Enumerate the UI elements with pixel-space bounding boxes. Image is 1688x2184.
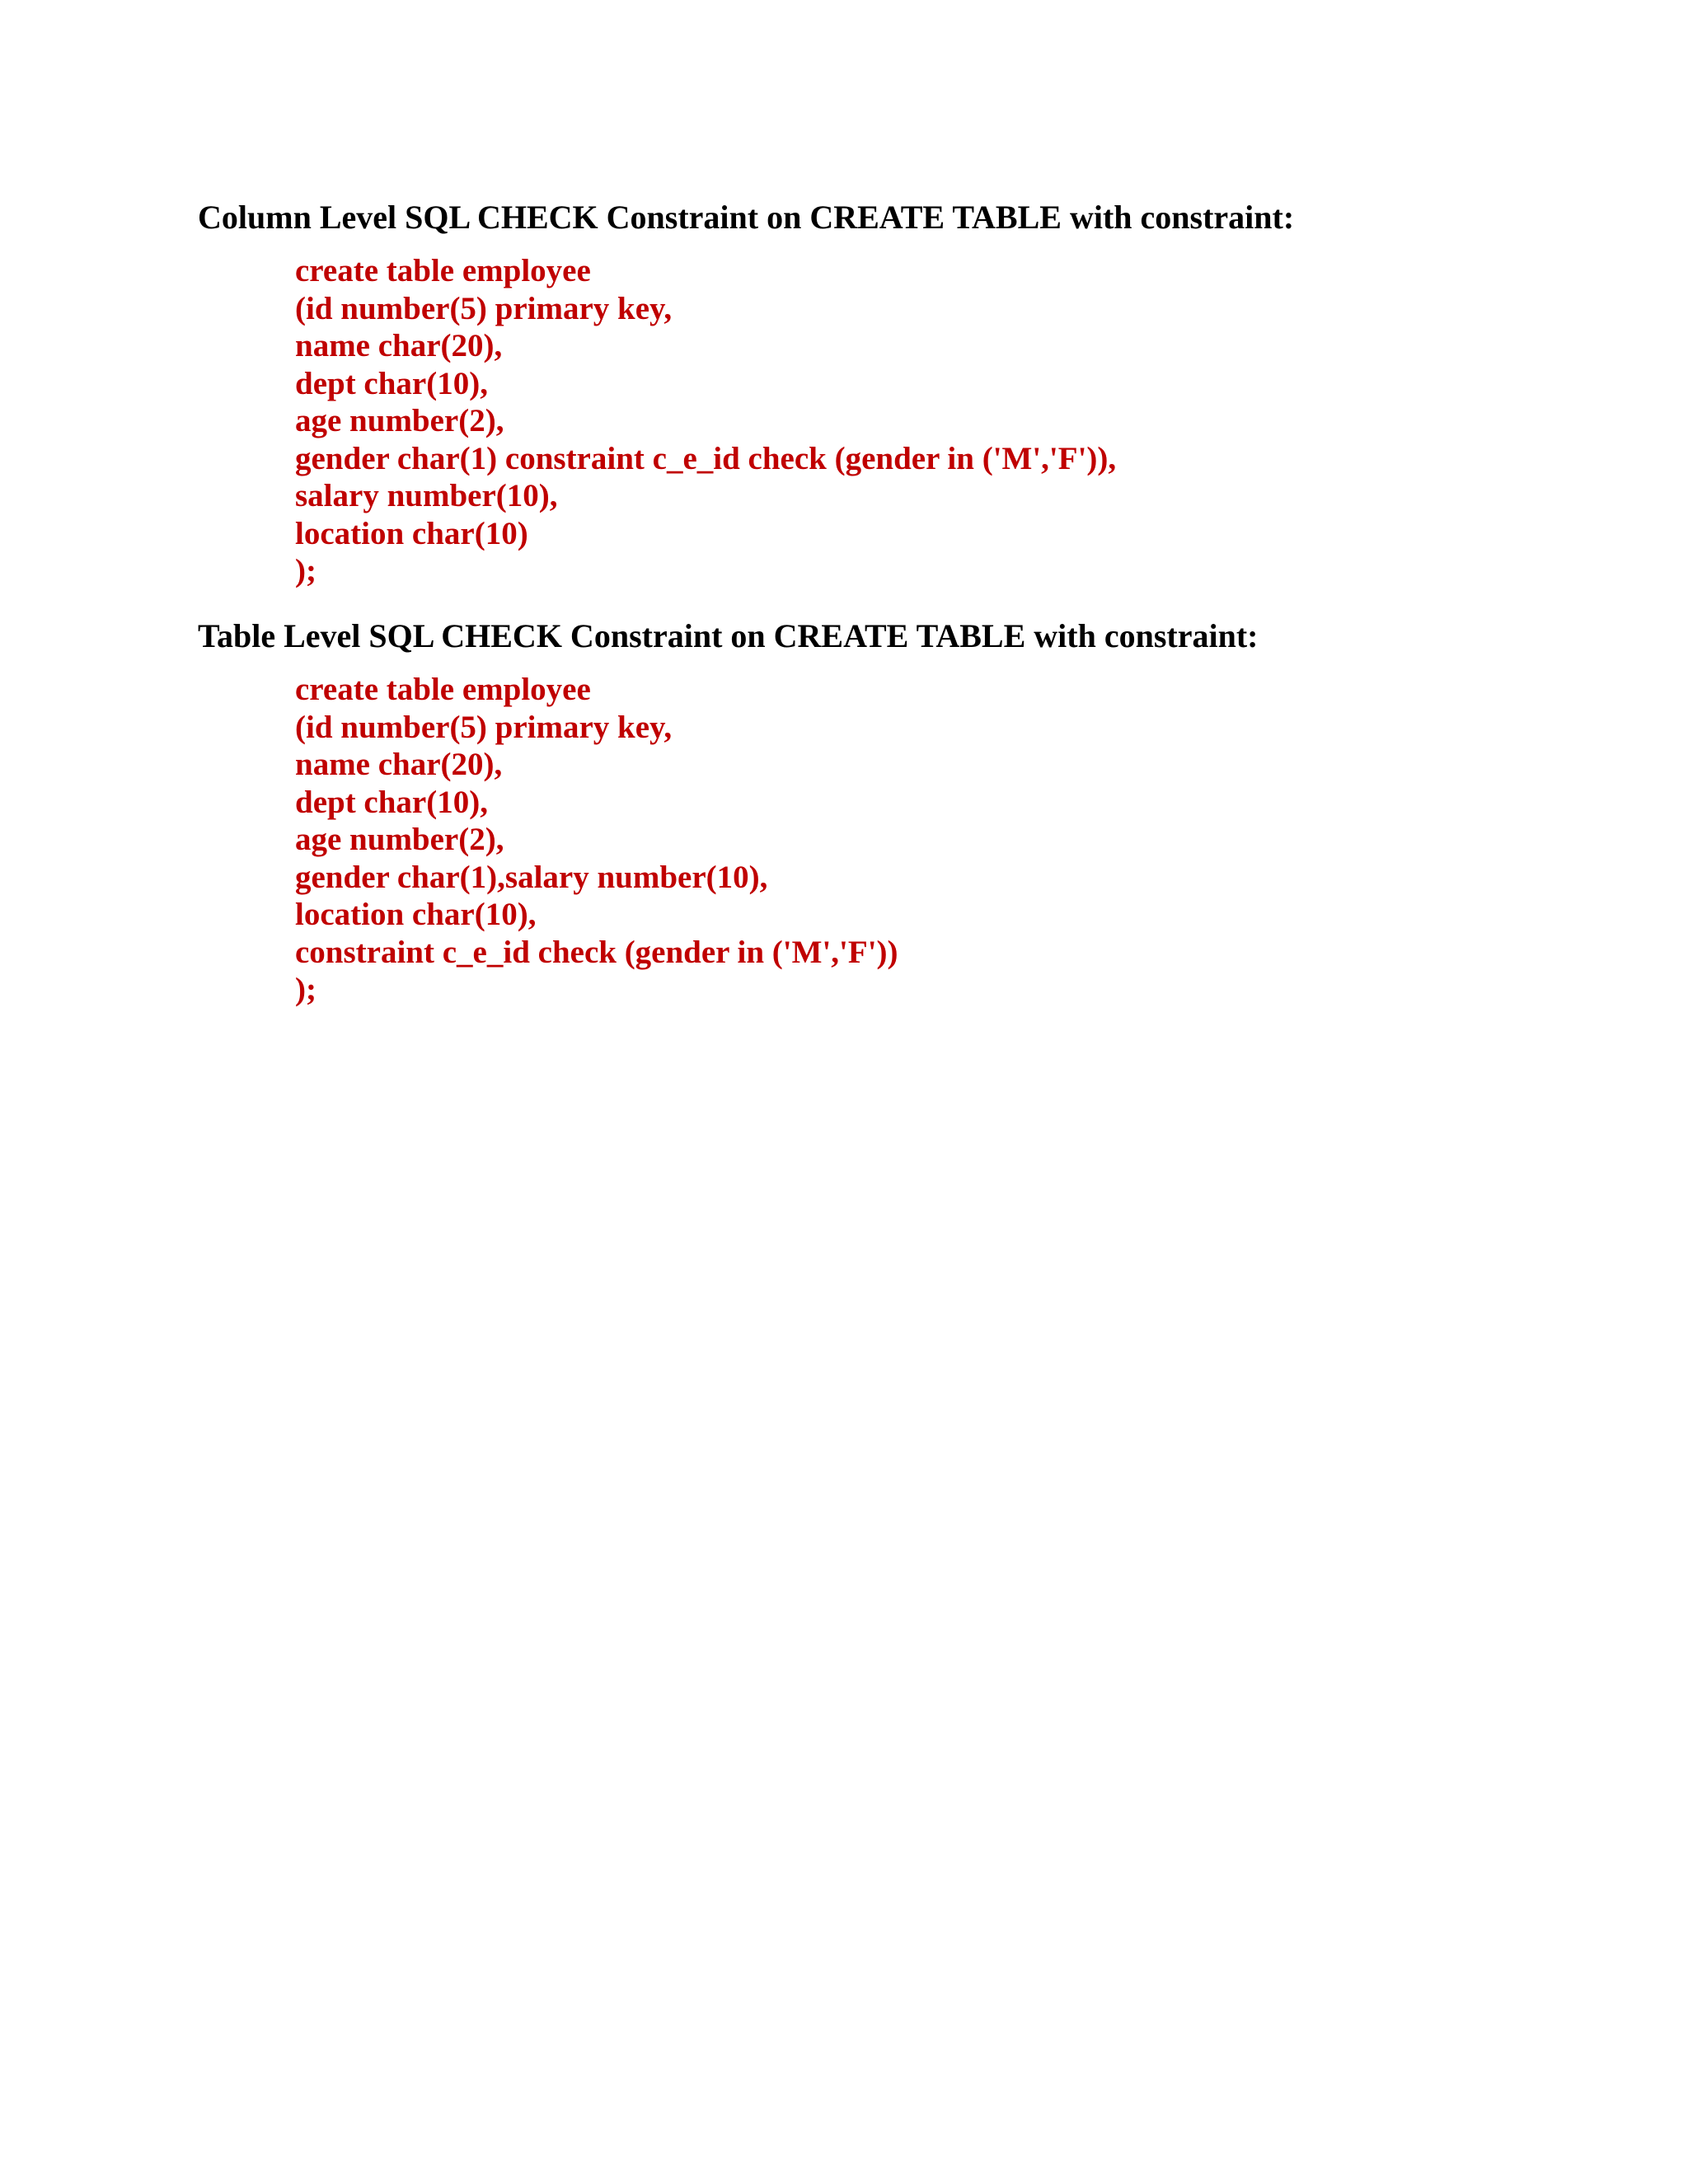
sql-code-block: [295, 252, 1599, 590]
table-level-section: [198, 615, 1599, 1009]
code-line: age number(2),: [295, 403, 504, 438]
code-line: dept char(10),: [295, 365, 488, 401]
code-line: location char(10),: [295, 897, 537, 932]
code-line: salary number(10),: [295, 478, 558, 513]
code-line: (id number(5) primary key,: [295, 290, 673, 326]
code-line: name char(20),: [295, 747, 503, 782]
section-heading: Column Level SQL CHECK Constraint on CREATE TABLE with constraint:: [198, 199, 1295, 236]
code-line: constraint c_e_id check (gender in ('M','F')): [295, 934, 898, 970]
code-line: dept char(10),: [295, 784, 488, 820]
code-line: );: [295, 972, 316, 1007]
code-line: create table employee: [295, 253, 591, 288]
sql-code-block: [295, 671, 1599, 1009]
code-line: name char(20),: [295, 328, 503, 363]
code-line: age number(2),: [295, 822, 504, 857]
code-line: (id number(5) primary key,: [295, 709, 673, 745]
code-line: );: [295, 553, 316, 588]
column-level-section: [198, 196, 1599, 590]
code-line: location char(10): [295, 515, 528, 551]
section-heading: Table Level SQL CHECK Constraint on CREATE TABLE with constraint:: [198, 617, 1259, 654]
code-line: gender char(1) constraint c_e_id check (gender in ('M','F')),: [295, 440, 1117, 476]
code-line: gender char(1),salary number(10),: [295, 859, 768, 895]
code-line: create table employee: [295, 672, 591, 707]
